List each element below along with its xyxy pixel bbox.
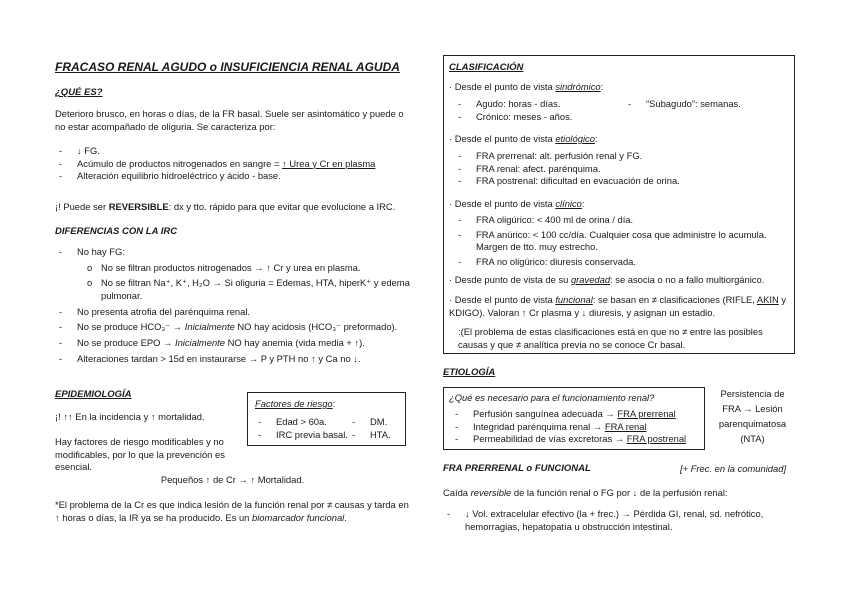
list-item-text: Permeabilidad de vías excretoras → <box>473 433 627 445</box>
riesgo-box <box>247 392 406 446</box>
list-item <box>55 246 413 303</box>
etiologia-question: ¿Qué es necesario para el funcionamiento renal? <box>449 392 655 403</box>
list-item-text: Acúmulo de productos nitrogenados en sangre = <box>77 157 283 169</box>
clinico-line <box>449 198 585 211</box>
reversible-pre: ¡! Puede ser <box>55 201 109 212</box>
list-item-text: Integridad parénquima renal → <box>473 420 605 432</box>
list-item: - No presenta atrofia del parénquima renal. <box>55 306 413 319</box>
reversible-note <box>55 201 415 214</box>
list-item: - Edad > 60a. <box>254 416 354 429</box>
funcional-mid: : se basan en ≠ clasificaciones (RIFLE, <box>592 294 757 305</box>
etiologico-line <box>449 133 598 146</box>
pequenos-text: Pequeños ↑ de Cr → ↑ Mortalidad. <box>160 474 305 485</box>
gravedad-post: : se asocia o no a fallo multiorgánico. <box>610 274 765 285</box>
riesgo-heading <box>255 398 335 411</box>
list-item: - FRA oligúrico: < 400 ml de orina / día. <box>454 214 786 227</box>
riesgo-colon: : <box>332 398 336 409</box>
sub-item: o No se filtran Na⁺, K⁺, H₂O → Si oliguria = Edemas, HTA, hiperK⁺ y edema pulmonar. <box>55 277 413 302</box>
persistencia-text: Persistencia de FRA → Lesión parenquimatosa (NTA) <box>718 388 787 445</box>
page-title: FRACASO RENAL AGUDO o INSUFICIENCIA RENAL AGUDA <box>55 60 400 74</box>
list-item <box>55 145 410 158</box>
clasificacion-note: :(El problema de estas clasificaciones está en que no ≠ entre las posibles causas y que ≠ analítica previa no se conoce Cr basal. <box>458 326 763 350</box>
list-item: - Crónico: meses - años. <box>454 111 624 124</box>
list-item: - FRA no oligúrico: diuresis conservada. <box>454 256 786 269</box>
list-item-text: Perfusión sanguínea adecuada → <box>473 408 618 419</box>
funcional-post: y KDIGO). Valoran ↑ Cr plasma y ↓ diuresis, y asignan un estadio. <box>449 294 787 318</box>
list-item: - DM. <box>348 416 403 429</box>
caida-pre: Caída <box>443 487 471 498</box>
sindromico-u: sindrómico <box>555 81 601 92</box>
factores-text: Hay factores de riesgo modificables y no modificables, por lo que la prevención es esencial. <box>55 436 225 473</box>
que-es-paragraph: Deterioro brusco, en horas o días, de la FR basal. Suele ser asintomático y puede o no estar acompañado de oliguria. Se caracteriza por: <box>55 108 404 132</box>
clasificacion-box <box>443 55 795 354</box>
list-item-text: Alteración equilibrio hidroeléctrico y ácido - base. <box>77 170 281 182</box>
list-item: - FRA prerrenal: alt. perfusión renal y FG. <box>454 150 784 163</box>
akin-text: AKIN <box>756 294 779 305</box>
list-item-underlined: FRA renal <box>604 420 647 432</box>
list-item <box>451 421 701 434</box>
diferencias-block <box>55 246 413 366</box>
cr-note <box>55 499 410 524</box>
list-item <box>55 170 410 183</box>
list-item: - FRA renal: afect. parénquima. <box>454 163 784 176</box>
que-es-list <box>55 145 410 183</box>
caida-line <box>443 487 793 500</box>
list-item: - IRC previa basal. <box>254 429 354 442</box>
riesgo-heading-text: Factores de riesgo <box>255 398 333 409</box>
epo-post: NO hay anemia (vida media + ↑). <box>225 337 365 349</box>
epidemiologia-heading: EPIDEMIOLOGÍA <box>55 389 132 400</box>
gravedad-pre: · Desde punto de vista de su <box>449 274 571 285</box>
reversible-bold: REVERSIBLE <box>108 201 169 212</box>
list-item <box>451 408 701 421</box>
list-item <box>55 321 413 334</box>
cr-note-post: . <box>344 511 347 523</box>
sub-item: o No se filtran productos nitrogenados → ↑ Cr y urea en plasma. <box>55 262 413 275</box>
prerrenal-tag: [+ Frec. en la comunidad] <box>680 463 787 474</box>
caida-italic: reversible <box>470 487 512 498</box>
sindromico-line <box>449 81 603 94</box>
epo-italic: Inicialmente <box>174 337 225 349</box>
list-item-underlined: FRA postrenal <box>626 433 687 445</box>
hco3-italic: Inicialmente <box>184 321 235 333</box>
etiologia-heading: ETIOLOGÍA <box>443 367 496 378</box>
sindromico-post: : <box>600 81 604 92</box>
list-item: - HTA. <box>348 429 403 442</box>
list-item-text: ↓ FG. <box>77 145 100 156</box>
no-fg-text: No hay FG: <box>77 246 125 257</box>
que-es-heading: ¿QUÉ ES? <box>55 87 103 98</box>
prerrenal-list <box>443 508 795 533</box>
clasificacion-heading: CLASIFICACIÓN <box>449 62 524 73</box>
hco3-pre: No se produce HCO₃⁻ → <box>77 321 185 333</box>
list-item: - “Subagudo”: semanas. <box>624 98 789 111</box>
diferencias-heading: DIFERENCIAS CON LA IRC <box>55 226 178 237</box>
clinico-post: : <box>581 198 585 209</box>
cr-note-italic: biomarcador funcional <box>252 511 345 523</box>
cr-note-pre: *El problema de la Cr es que indica lesión de la función renal por ≠ causas y tarda en ↑ horas o días, la IR ya se ha producido. Es un <box>55 499 409 523</box>
list-item <box>55 158 410 171</box>
sindromico-pre: · Desde el punto de vista <box>449 81 556 92</box>
list-item: - FRA anúrico: < 100 cc/día. Cualquier cosa que administre lo acumula. Margen de tto. muy estrecho. <box>454 229 786 254</box>
etiologia-box <box>443 387 705 450</box>
hco3-post: NO hay acidosis (HCO₃⁻ preformado). <box>234 321 398 333</box>
etiologico-pre: · Desde el punto de vista <box>449 133 556 144</box>
list-item-underlined: ↑ Urea y Cr en plasma <box>282 157 376 169</box>
list-item: - Agudo: horas - días. <box>454 98 624 111</box>
list-item: - Alteraciones tardan > 15d en instaurarse → P y PTH no ↑ y Ca no ↓. <box>55 353 413 366</box>
funcional-line <box>449 294 789 319</box>
list-item: - FRA postrenal: dificultad en evacuación de orina. <box>454 175 784 188</box>
list-item <box>451 433 701 446</box>
reversible-post: : dx y tto. rápido para que evitar que evolucione a IRC. <box>168 201 396 212</box>
incidencia-text: ¡! ↑↑ En la incidencia y ↑ mortalidad. <box>55 411 205 422</box>
etiologico-u: etiológico <box>555 133 595 144</box>
clinico-u: clínico <box>555 198 582 209</box>
etiologico-post: : <box>594 133 598 144</box>
list-item-underlined: FRA prerrenal <box>617 408 676 419</box>
clinico-pre: · Desde el punto de vista <box>449 198 556 209</box>
funcional-u: funcional <box>555 294 593 305</box>
epo-pre: No se produce EPO → <box>77 337 175 349</box>
list-item <box>55 337 413 350</box>
prerrenal-heading: FRA PRERRENAL o FUNCIONAL <box>443 463 591 474</box>
funcional-pre: · Desde el punto de vista <box>449 294 556 305</box>
gravedad-u: gravedad <box>570 274 611 285</box>
list-item: - ↓ Vol. extracelular efectivo (la + frec.) → Pérdida GI, renal, sd. nefrótico, hemorragias, hepatopatía u obstrucción intestinal. <box>443 508 795 533</box>
gravedad-line <box>449 274 789 287</box>
caida-post: de la función renal o FG por ↓ de la perfusión renal: <box>511 487 728 498</box>
